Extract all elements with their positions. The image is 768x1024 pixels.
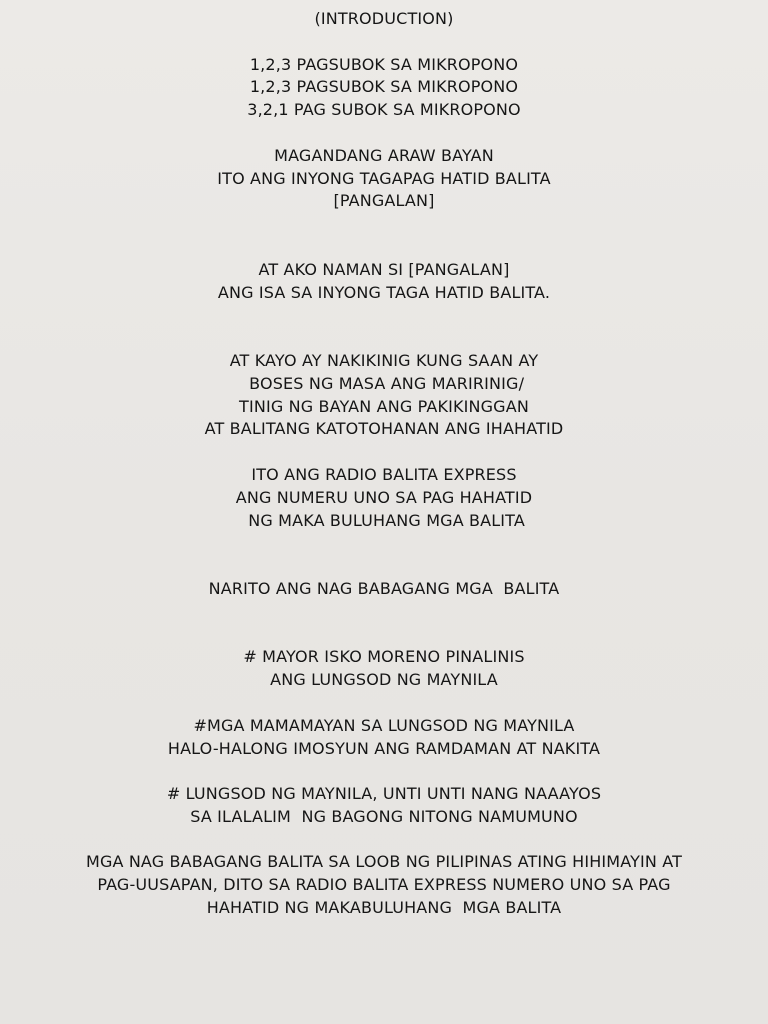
intro-heading: (INTRODUCTION) [314, 9, 454, 28]
headline-2-block [0, 715, 768, 761]
headline-line: HALO-HALONG IMOSYUN ANG RAMDAMAN AT NAKITA [167, 738, 601, 758]
greeting-line: ITO ANG INYONG TAGAPAG HATID BALITA [217, 168, 551, 188]
spacer [0, 213, 768, 259]
closing-line: MGA NAG BABAGANG BALITA SA LOOB NG PILIPINAS ATING HIHIMAYIN AT [85, 852, 682, 872]
headline-1-block [0, 646, 768, 692]
spacer [0, 532, 768, 578]
headline-intro: NARITO ANG NAG BABAGANG MGA BALITA [208, 578, 560, 598]
headline-line: #MGA MAMAMAYAN SA LUNGSOD NG MAYNILA [193, 715, 575, 735]
spacer [0, 122, 768, 145]
mic-check-line: 1,2,3 PAGSUBOK SA MIKROPONO [249, 77, 519, 97]
headline-line: ANG LUNGSOD NG MAYNILA [270, 670, 498, 690]
headline-line: # MAYOR ISKO MORENO PINALINIS [243, 647, 525, 667]
listening-line: AT KAYO AY NAKIKINIG KUNG SAAN AY [229, 350, 539, 370]
spacer [0, 692, 768, 715]
spacer [0, 601, 768, 647]
headline-line: SA ILALALIM NG BAGONG NITONG NAMUMUNO [190, 806, 578, 826]
second-host-block [0, 259, 768, 305]
greeting-line: MAGANDANG ARAW BAYAN [274, 145, 494, 165]
station-block [0, 464, 768, 532]
spacer [0, 304, 768, 350]
second-host-line: ANG ISA SA INYONG TAGA HATID BALITA. [217, 282, 551, 302]
station-line: ANG NUMERU UNO SA PAG HAHATID [235, 487, 533, 507]
spacer [0, 441, 768, 464]
listening-line: AT BALITANG KATOTOHANAN ANG IHAHATID [204, 419, 564, 439]
second-host-line: AT AKO NAMAN SI [PANGALAN] [258, 259, 510, 279]
mic-check-line: 1,2,3 PAGSUBOK SA MIKROPONO [249, 54, 519, 74]
spacer [0, 829, 768, 852]
spacer [0, 31, 768, 54]
greeting-block [0, 145, 768, 213]
listening-block [0, 350, 768, 441]
listening-line: TINIG NG BAYAN ANG PAKIKINGGAN [239, 396, 529, 416]
spacer [0, 760, 768, 783]
headline-line: # LUNGSOD NG MAYNILA, UNTI UNTI NANG NAAAYOS [166, 784, 602, 804]
mic-check-block [0, 54, 768, 122]
closing-line: HAHATID NG MAKABULUHANG MGA BALITA [206, 898, 562, 918]
listening-line: BOSES NG MASA ANG MARIRINIG/ [243, 373, 525, 393]
mic-check-line: 3,2,1 PAG SUBOK SA MIKROPONO [247, 100, 521, 120]
closing-block [0, 851, 768, 919]
station-line: NG MAKA BULUHANG MGA BALITA [243, 510, 525, 530]
host-name-placeholder: [PANGALAN] [333, 191, 435, 211]
headline-3-block [0, 783, 768, 829]
station-line: ITO ANG RADIO BALITA EXPRESS [251, 464, 517, 484]
closing-line: PAG-UUSAPAN, DITO SA RADIO BALITA EXPRESS NUMERO UNO SA PAG [97, 875, 671, 895]
